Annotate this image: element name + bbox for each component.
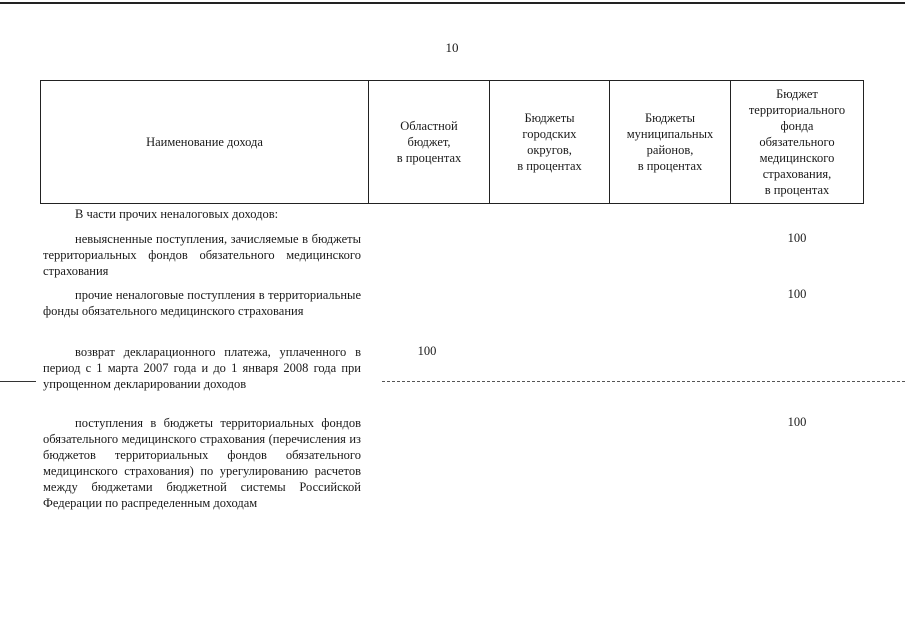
- header-city-budgets: Бюджеты городских округов, в процентах: [490, 81, 610, 204]
- page-number: 10: [445, 40, 459, 55]
- row-3-text: возврат декларационного платежа, уплаченного в период с 1 марта 2007 года и до 1 января 2008 года при упрощенном декларировании доходов: [43, 345, 361, 391]
- row-2-text: прочие неналоговые поступления в территориальные фонды обязательного медицинского страхования: [43, 288, 361, 318]
- row-3-regional-value: 100: [417, 344, 437, 358]
- header-income-name: Наименование дохода: [41, 81, 369, 204]
- left-margin-tick: [0, 381, 36, 382]
- row-1-text: невыясненные поступления, зачисляемые в бюджеты территориальных фондов обязательного медицинского страхования: [43, 232, 361, 278]
- row-1-fund-value: 100: [787, 231, 807, 245]
- table-header: [40, 80, 864, 204]
- dotted-separator: [382, 381, 905, 382]
- header-fund-budget: Бюджет территориального фонда обязательного медицинского страхования, в процентах: [731, 81, 864, 204]
- header-regional-budget: Областной бюджет, в процентах: [369, 81, 490, 204]
- row-4-fund-value: 100: [787, 415, 807, 429]
- row-2-fund-value: 100: [787, 287, 807, 301]
- section-title: В части прочих неналоговых доходов:: [75, 207, 279, 221]
- top-rule: [0, 2, 905, 4]
- row-4-text: поступления в бюджеты территориальных фондов обязательного медицинского страхования (перечисления из бюджетов территориальных фондов обязательного медицинского страхования) по урегулированию расчетов между бюджетами бюджетной системы Российской Федерации по распределенным доходам: [43, 416, 361, 510]
- header-municipal-budgets: Бюджеты муниципальных районов, в процентах: [610, 81, 731, 204]
